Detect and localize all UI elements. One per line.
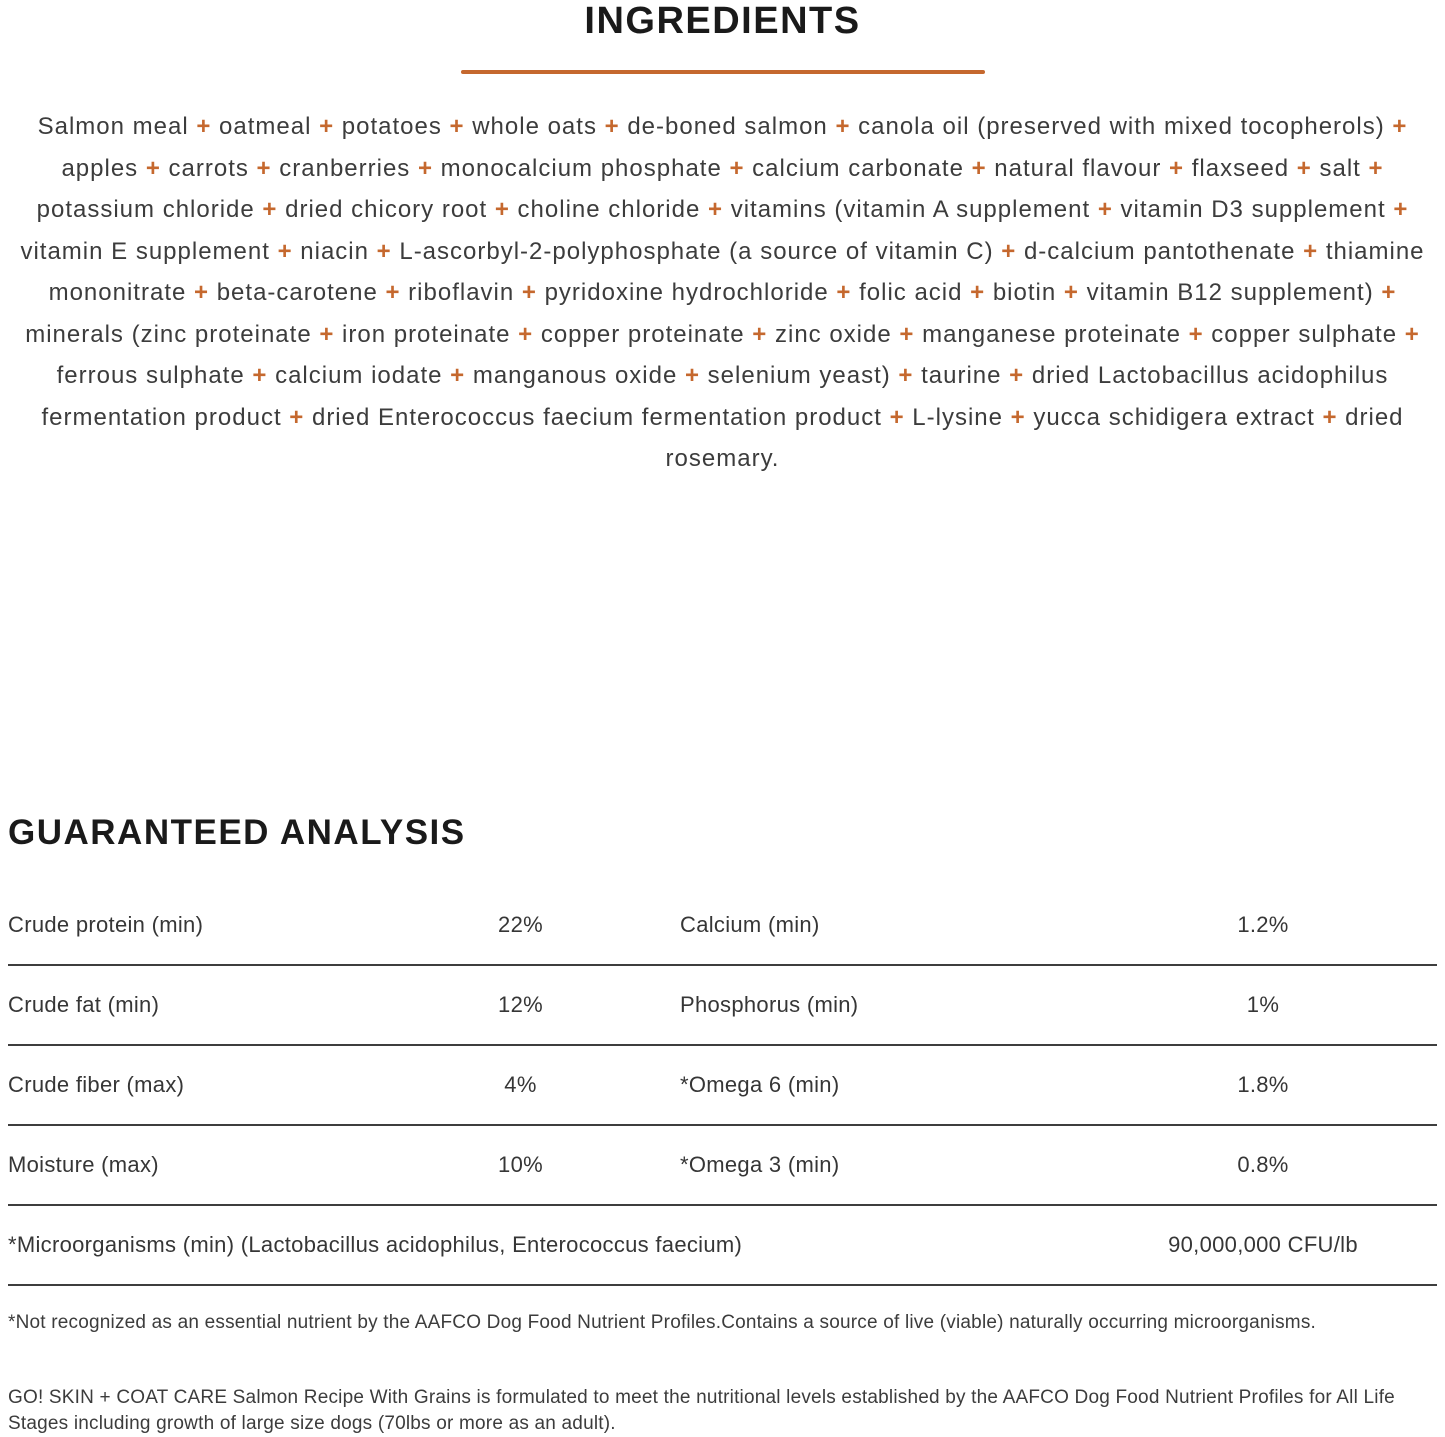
plus-separator: +	[677, 362, 708, 389]
plus-separator: +	[721, 154, 753, 182]
footnotes	[0, 1310, 1445, 1437]
ingredient-name: beta-carotene	[216, 279, 378, 306]
plus-separator: +	[410, 154, 441, 182]
plus-separator: +	[368, 237, 400, 265]
plus-separator: +	[1295, 237, 1326, 265]
ingredient-name: selenium yeast)	[707, 362, 891, 389]
nutrient-label: Crude fiber (max)	[8, 1071, 185, 1097]
ingredient-name: flaxseed	[1191, 154, 1290, 182]
ingredient-name: folic acid	[859, 279, 963, 306]
ingredient-name: manganous oxide	[472, 362, 678, 389]
ingredient-name: Salmon meal	[37, 113, 189, 140]
ingredient-name: dried rosemary.	[665, 403, 1404, 472]
plus-separator: +	[962, 279, 993, 306]
plus-separator: +	[254, 196, 286, 223]
plus-separator: +	[1001, 362, 1032, 389]
plus-separator: +	[890, 362, 922, 389]
ingredient-name: biotin	[992, 279, 1057, 306]
plus-separator: +	[1397, 320, 1420, 348]
plus-separator: +	[827, 113, 859, 140]
ingredient-name: niacin	[300, 237, 369, 265]
ingredient-name: ferrous sulphate	[56, 362, 245, 389]
ingredient-name: zinc oxide	[774, 320, 892, 348]
nutrient-label: Crude fat (min)	[8, 991, 160, 1017]
ingredient-name: L-lysine	[912, 403, 1003, 431]
nutrient-value: 0.8%	[1237, 1151, 1289, 1177]
plus-separator: +	[1373, 279, 1397, 306]
ingredient-name: apples	[61, 154, 139, 182]
ingredient-name: vitamin E supplement	[20, 237, 270, 265]
ingredient-name: pyridoxine hydrochloride	[544, 279, 829, 306]
nutrient-label: Phosphorus (min)	[680, 991, 859, 1017]
nutrient-value: 1%	[1246, 991, 1280, 1017]
ingredient-name: d-calcium pantothenate	[1023, 237, 1296, 265]
guaranteed-analysis-section	[0, 813, 1445, 1286]
plus-separator: +	[891, 320, 923, 348]
nutrient-value: 22%	[498, 911, 543, 937]
ingredient-name: vitamin B12 supplement)	[1086, 279, 1374, 306]
nutrient-label: *Omega 3 (min)	[680, 1151, 840, 1177]
plus-separator: +	[828, 279, 860, 306]
plus-separator: +	[311, 320, 343, 348]
plus-separator: +	[993, 237, 1024, 265]
plus-separator: +	[881, 403, 913, 431]
ingredient-name: salt	[1319, 154, 1361, 182]
nutrient-value: 10%	[498, 1151, 543, 1177]
plus-separator: +	[510, 320, 541, 348]
footnote-formulation-statement: GO! SKIN + COAT CARE Salmon Recipe With Grains is formulated to meet the nutritional levels established by the AAFCO Dog Food Nutrient Profiles for All Life Stages including growth of large size dogs (70lbs or more as an adult).	[8, 1386, 1395, 1434]
plus-separator: +	[596, 113, 628, 140]
ingredient-name: vitamin D3 supplement	[1120, 196, 1386, 223]
plus-separator: +	[1180, 320, 1212, 348]
plus-separator: +	[514, 279, 545, 306]
plus-separator: +	[377, 279, 409, 306]
ingredient-name: potatoes	[341, 113, 442, 140]
nutrient-label: Crude protein (min)	[8, 911, 204, 937]
ingredients-section	[0, 0, 1445, 480]
plus-separator: +	[1002, 403, 1034, 431]
ingredient-name: vitamins (vitamin A supplement	[730, 196, 1091, 223]
nutrient-value: 1.8%	[1237, 1071, 1289, 1097]
analysis-row	[8, 886, 1437, 966]
plus-separator: +	[1289, 154, 1320, 182]
plus-separator: +	[700, 196, 731, 223]
plus-separator: +	[963, 154, 995, 182]
plus-separator: +	[188, 113, 220, 140]
plus-separator: +	[1161, 154, 1192, 182]
ingredient-name: dried Lactobacillus acidophilus fermentation product	[41, 362, 1389, 431]
footnote-aafco-nutrient: *Not recognized as an essential nutrient by the AAFCO Dog Food Nutrient Profiles.Contains a source of live (viable) naturally occurring microorganisms.	[8, 1311, 1317, 1333]
nutrient-value: 1.2%	[1237, 911, 1289, 937]
ingredient-name: oatmeal	[219, 113, 312, 140]
plus-separator: +	[269, 237, 301, 265]
ingredient-name: yucca schidigera extract	[1033, 403, 1315, 431]
plus-separator: +	[248, 154, 280, 182]
ingredient-name: minerals (zinc proteinate	[25, 320, 312, 348]
ingredient-name: iron proteinate	[342, 320, 511, 348]
guaranteed-analysis-title: GUARANTEED ANALYSIS	[8, 812, 466, 852]
ingredient-name: natural flavour	[994, 154, 1162, 182]
nutrient-value: 12%	[498, 991, 543, 1017]
plus-separator: +	[1314, 403, 1346, 431]
plus-separator: +	[244, 362, 276, 389]
ingredient-name: riboflavin	[408, 279, 515, 306]
analysis-row	[8, 966, 1437, 1046]
ingredient-name: de-boned salmon	[627, 113, 828, 140]
plus-separator: +	[1384, 113, 1408, 140]
analysis-row	[8, 1046, 1437, 1126]
nutrient-label: *Omega 6 (min)	[680, 1071, 840, 1097]
plus-separator: +	[441, 113, 473, 140]
ingredient-name: carrots	[168, 154, 249, 182]
plus-separator: +	[311, 113, 342, 140]
ingredient-name: copper sulphate	[1211, 320, 1398, 348]
ingredients-title: INGREDIENTS	[584, 0, 861, 42]
plus-separator: +	[1385, 196, 1409, 223]
accent-rule	[461, 70, 985, 74]
microorganisms-value: 90,000,000 CFU/lb	[1168, 1231, 1358, 1257]
analysis-table	[8, 886, 1437, 1286]
analysis-row-microorganisms	[8, 1206, 1437, 1286]
analysis-row	[8, 1126, 1437, 1206]
ingredient-name: cranberries	[279, 154, 411, 182]
plus-separator: +	[281, 403, 312, 431]
ingredient-name: monocalcium phosphate	[440, 154, 722, 182]
ingredient-name: choline chloride	[517, 196, 701, 223]
plus-separator: +	[744, 320, 775, 348]
ingredients-text	[3, 106, 1443, 480]
plus-separator: +	[1056, 279, 1087, 306]
ingredient-name: potassium chloride	[36, 196, 255, 223]
nutrient-label: Moisture (max)	[8, 1151, 159, 1177]
ingredient-name: copper proteinate	[540, 320, 745, 348]
plus-separator: +	[1090, 196, 1121, 223]
ingredient-name: calcium carbonate	[752, 154, 964, 182]
plus-separator: +	[442, 362, 473, 389]
ingredient-name: L-ascorbyl-2-polyphosphate (a source of vitamin C)	[399, 237, 994, 265]
ingredient-name: dried Enterococcus faecium fermentation product	[311, 403, 882, 431]
ingredient-name: dried chicory root	[285, 196, 488, 223]
ingredient-name: manganese proteinate	[922, 320, 1181, 348]
ingredient-name: thiamine mononitrate	[48, 237, 1425, 306]
plus-separator: +	[487, 196, 518, 223]
nutrient-label: Calcium (min)	[680, 911, 820, 937]
ingredient-name: canola oil (preserved with mixed tocopherols)	[858, 113, 1385, 140]
microorganisms-label: *Microorganisms (min) (Lactobacillus acidophilus, Enterococcus faecium)	[8, 1231, 743, 1257]
plus-separator: +	[186, 279, 217, 306]
plus-separator: +	[138, 154, 169, 182]
ingredient-name: calcium iodate	[275, 362, 443, 389]
ingredient-name: whole oats	[472, 113, 597, 140]
nutrient-value: 4%	[504, 1071, 537, 1097]
plus-separator: +	[1360, 154, 1384, 182]
ingredient-name: taurine	[921, 362, 1002, 389]
